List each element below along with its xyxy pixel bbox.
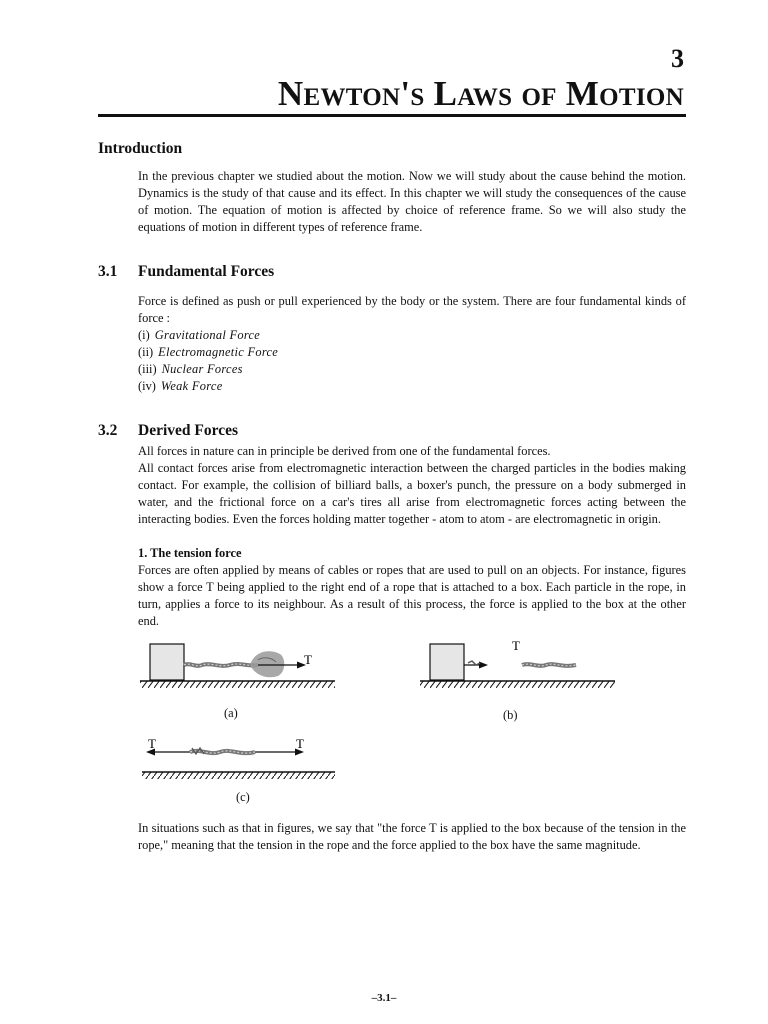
figure-b-caption: (b)	[503, 708, 518, 722]
section-3-2-paragraph-2: All contact forces arise from electromagnetic interaction between the charged particles in the bodies making contact. For example, the collision of billiard balls, a boxer's punch, the pressure on a body submerged in water, and the frictional force on a car's tires all arise from electromagnetic forces acting between the interacting bodies. Even the forces holding matter together - atom to atom - are electromagnetic in origin.	[138, 461, 686, 526]
section-title: Fundamental Forces	[138, 263, 275, 280]
title-rule	[98, 114, 686, 117]
list-item: (ii) Electromagnetic Force	[138, 345, 279, 359]
figure-a-caption: (a)	[224, 706, 238, 720]
figure-a	[140, 644, 335, 688]
list-item: (i) Gravitational Force	[138, 328, 261, 342]
intro-paragraph: In the previous chapter we studied about the motion. Now we will study about the cause behind the motion. Dynamics is the study of that cause and its effect. In this chapter we will study the consequences of the cause of motion. The equation of motion is affected by choice of reference frame. So we will also study the equations of motion in different types of reference frame.	[138, 169, 686, 234]
closing-paragraph: In situations such as that in figures, we say that "the force T is applied to the box because of the tension in the rope," meaning that the tension in the rope and the force applied to the box have the same magnitude.	[138, 821, 686, 852]
section-number: 3.2	[98, 422, 118, 439]
section-3-2-heading	[98, 422, 238, 440]
box	[150, 644, 184, 680]
figure-b	[420, 638, 615, 688]
page-number: –3.1–	[371, 992, 397, 1004]
force-label: T	[512, 638, 520, 653]
force-label-left: T	[148, 736, 156, 751]
force-label-right: T	[296, 736, 304, 751]
hand-icon	[250, 651, 284, 677]
force-label: T	[304, 652, 312, 667]
section-3-1-paragraph: Force is defined as push or pull experienced by the body or the system. There are four fundamental kinds of force :	[138, 294, 686, 325]
box	[430, 644, 464, 680]
chapter-number: 3	[671, 44, 684, 73]
section-3-1-heading	[98, 263, 274, 281]
section-title: Derived Forces	[138, 422, 238, 439]
tension-figures	[130, 632, 630, 812]
intro-heading: Introduction	[98, 140, 183, 157]
tension-force-paragraph: Forces are often applied by means of cables or ropes that are used to pull on an objects. For instance, figures show a force T being applied to the right end of a rope that is attached to a box. Each particle in the rope, in turn, applies a force to its neighbour. As a result of this process, the force is applied to the box at the other end.	[138, 563, 686, 628]
section-number: 3.1	[98, 263, 118, 280]
list-item: (iv) Weak Force	[138, 379, 223, 393]
tension-force-subheading: 1. The tension force	[138, 546, 242, 560]
figure-c	[142, 736, 335, 779]
figure-c-caption: (c)	[236, 790, 250, 804]
section-3-2-paragraph-1: All forces in nature can in principle be derived from one of the fundamental forces.	[138, 444, 551, 458]
list-item: (iii) Nuclear Forces	[138, 362, 243, 376]
fundamental-forces-list	[138, 327, 686, 395]
chapter-title: Newton's Laws of Motion	[277, 74, 684, 113]
